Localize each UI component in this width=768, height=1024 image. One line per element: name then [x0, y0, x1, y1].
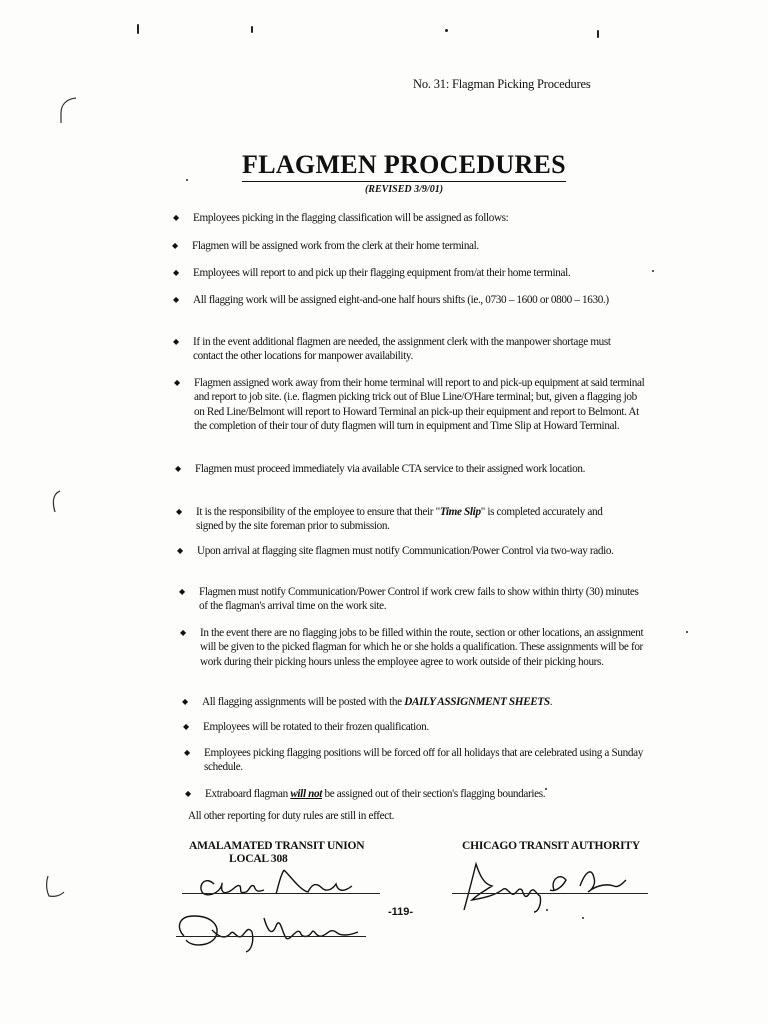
union-signature-1: [192, 862, 362, 902]
scan-speck: [686, 631, 688, 633]
bullet-icon: ◆: [185, 789, 191, 798]
emphasis-text: DAILY ASSIGNMENT SHEETS: [404, 696, 550, 708]
revision-date: (REVISED 3/9/01): [364, 184, 444, 195]
union-signature-2: [172, 906, 372, 956]
scan-speck: [445, 29, 448, 32]
procedure-item: [176, 505, 606, 534]
procedure-text: If in the event additional flagmen are needed, the assignment clerk with the manpower shortage must contact the other locations for manpower availability.: [193, 336, 611, 363]
bullet-icon: ◆: [183, 722, 189, 731]
hole-punch-mark: [46, 488, 70, 518]
hole-punch-mark: [40, 872, 70, 902]
bullet-icon: ◆: [176, 507, 182, 516]
signature-line: [176, 936, 366, 937]
procedure-text: Employees will be rotated to their frozen qualification.: [203, 721, 429, 733]
procedure-text: Flagmen must proceed immediately via available CTA service to their assigned work location.: [195, 463, 586, 475]
procedure-item: [177, 544, 637, 558]
procedure-item: [175, 462, 615, 476]
procedure-item: [184, 746, 644, 775]
procedure-item: [173, 293, 648, 307]
procedure-text: Employees picking in the flagging classification will be assigned as follows:: [193, 212, 509, 224]
bullet-icon: ◆: [184, 748, 190, 757]
scan-speck: [251, 26, 253, 33]
procedure-item: [173, 335, 618, 364]
document-reference: No. 31: Flagman Picking Procedures: [413, 77, 591, 91]
closing-statement: All other reporting for duty rules are still in effect.: [188, 810, 395, 822]
bullet-icon: ◆: [180, 628, 186, 637]
procedure-text: Flagmen assigned work away from their home terminal will report to and pick-up equipment at said terminal and report to job site. (i.e. flagmen picking trick out of Blue Line/O'Hare terminal; but, given a flagging job on Red Line/Belmont will report to Howard Terminal an pick-up their equipment and report to Belmont. At the completion of their tour of duty flagmen will turn in equipment and Time Slip at Howard Terminal.: [194, 377, 645, 432]
emphasis-text: will not: [290, 788, 323, 800]
authority-signature: [442, 850, 652, 920]
bullet-icon: ◆: [173, 268, 179, 277]
union-name: AMALAMATED TRANSIT UNION: [189, 840, 365, 852]
procedure-text: All flagging work will be assigned eight-and-one half hours shifts (ie., 0730 – 1600 or 0800 – 1630.): [193, 294, 609, 306]
procedure-item: [174, 376, 646, 433]
bullet-icon: ◆: [173, 337, 179, 346]
procedure-text: Extraboard flagman will not be assigned out of their section's flagging boundaries.: [205, 788, 546, 800]
procedure-text: Employees will report to and pick up their flagging equipment from/at their home terminal.: [193, 267, 571, 279]
procedure-text: Flagmen will be assigned work from the clerk at their home terminal.: [192, 240, 479, 252]
scan-speck: [137, 24, 139, 34]
procedure-text: Flagmen must notify Communication/Power Control if work crew fails to show within thirty (30) minutes of the flagman's arrival time on the work site.: [199, 586, 639, 613]
procedure-item: [185, 787, 675, 801]
scan-speck: [186, 179, 188, 181]
procedure-item: [173, 266, 663, 280]
procedure-item: [179, 585, 649, 614]
bullet-icon: ◆: [173, 213, 179, 222]
bullet-icon: ◆: [179, 587, 185, 596]
page-number: -119-: [388, 906, 414, 918]
bullet-icon: ◆: [182, 697, 188, 706]
bullet-icon: ◆: [172, 241, 178, 250]
signature-line: [182, 893, 380, 894]
procedure-item: [182, 695, 672, 709]
procedure-item: [180, 626, 652, 669]
procedure-text: It is the responsibility of the employee to ensure that their "Time Slip" is completed accurately and signed by the site foreman prior to submission.: [196, 506, 603, 533]
procedure-item: [183, 720, 673, 734]
bullet-icon: ◆: [173, 295, 179, 304]
hole-punch-mark: [56, 95, 80, 125]
union-local: LOCAL 308: [229, 853, 288, 865]
scan-speck: [597, 30, 599, 38]
authority-name: CHICAGO TRANSIT AUTHORITY: [462, 840, 640, 852]
procedure-text: Upon arrival at flagging site flagmen must notify Communication/Power Control via two-way radio.: [197, 545, 614, 557]
emphasis-text: Time Slip: [439, 506, 481, 518]
bullet-icon: ◆: [175, 464, 181, 473]
procedure-text: All flagging assignments will be posted with the DAILY ASSIGNMENT SHEETS.: [202, 696, 553, 708]
procedure-text: In the event there are no flagging jobs to be filled within the route, section or other locations, an assignment will be given to the picked flagman for which he or she holds a qualification. These assignments will be for work during their picking hours unless the employee agree to work outside of their picking hours.: [200, 627, 644, 668]
document-title: FLAGMEN PROCEDURES: [242, 150, 566, 182]
procedure-item: [172, 239, 662, 253]
bullet-icon: ◆: [177, 546, 183, 555]
procedure-text: Employees picking flagging positions will be forced off for all holidays that are celebrated using a Sunday schedule.: [204, 747, 643, 774]
procedure-item: [173, 211, 663, 225]
bullet-icon: ◆: [174, 378, 180, 387]
signature-line: [452, 893, 648, 894]
